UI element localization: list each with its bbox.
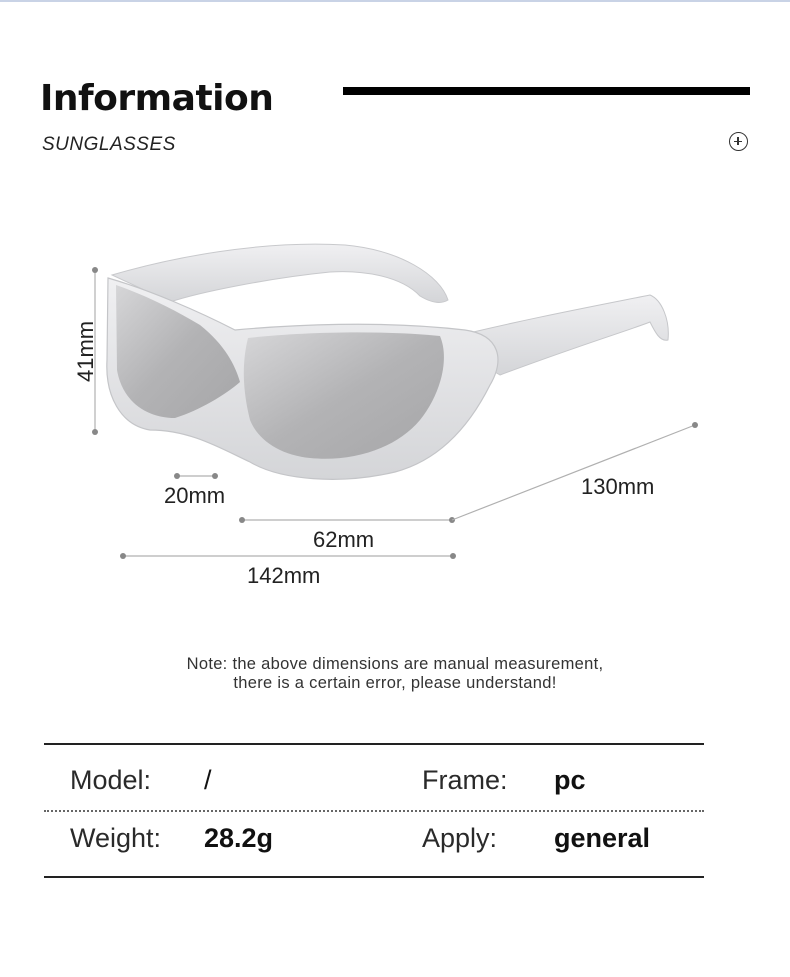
measurement-note xyxy=(95,655,695,693)
model-label: Model: xyxy=(70,765,152,795)
frame-label: Frame: xyxy=(422,765,508,795)
weight-label: Weight: xyxy=(70,823,162,853)
apply-label: Apply: xyxy=(422,823,498,853)
height-dimension-label: 41mm xyxy=(73,320,98,382)
product-dimension-figure xyxy=(0,200,790,620)
temple-length-dimension-label: 130mm xyxy=(581,474,655,499)
top-border xyxy=(0,0,790,2)
spec-top-rule xyxy=(44,743,704,745)
spec-row-divider xyxy=(44,810,704,812)
sunglasses-illustration xyxy=(0,200,790,620)
far-temple xyxy=(112,244,448,302)
apply-value: general xyxy=(554,823,651,853)
note-line-2: there is a certain error, please understand! xyxy=(233,674,557,692)
bridge-dimension-label: 20mm xyxy=(164,483,226,508)
note-line-1: Note: the above dimensions are manual measurement, xyxy=(186,655,604,673)
weight-value: 28.2g xyxy=(204,823,274,853)
product-category: SUNGLASSES xyxy=(42,134,176,155)
plus-circle-icon[interactable] xyxy=(729,132,748,151)
model-value: / xyxy=(204,765,212,795)
lens-width-dimension-label: 62mm xyxy=(313,527,375,552)
title-divider-bar xyxy=(343,87,750,95)
spec-bottom-rule xyxy=(44,876,704,878)
temple-length-dimension-line xyxy=(452,425,695,520)
frame-value: pc xyxy=(554,765,586,795)
page-title: Information xyxy=(40,78,274,119)
spec-table xyxy=(44,743,704,879)
frame-width-dimension-label: 142mm xyxy=(247,563,321,588)
